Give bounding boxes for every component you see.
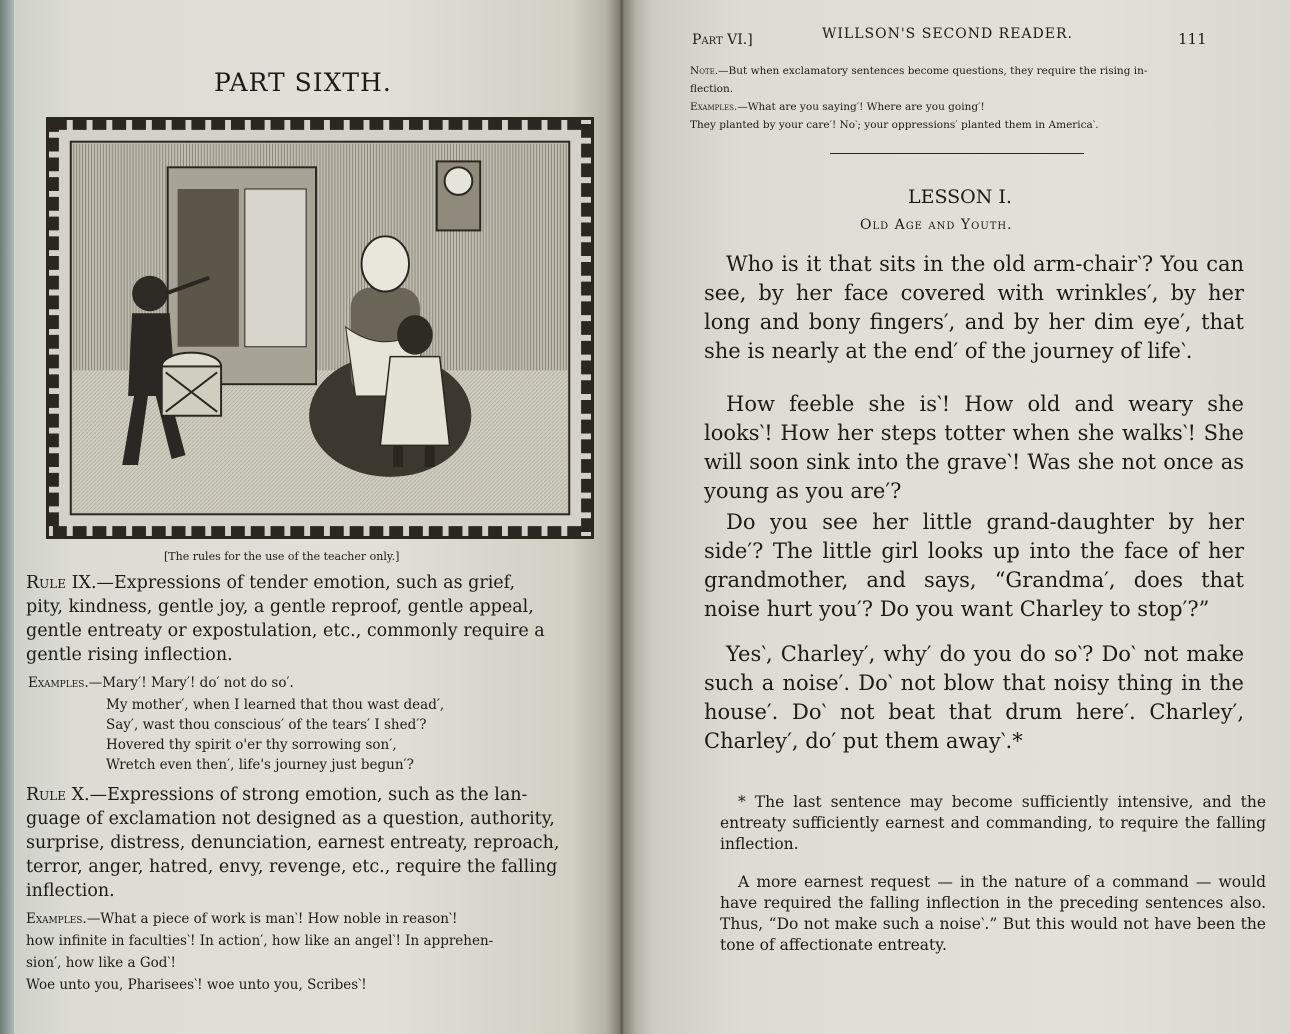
rule-ten-line-3: surprise, distress, denunciation, earnest entreaty, reproach,	[26, 833, 560, 853]
rule-nine-line-3: gentle entreaty or expostulation, etc., commonly require a	[26, 621, 545, 641]
rule-nine-label: Rule IX.	[26, 573, 97, 593]
examples-one-line-1: Examples.—Mary′! Mary′! do′ not do so′.	[28, 675, 294, 691]
rule-ten-label: Rule X.	[26, 785, 90, 805]
verse-line-2: Say′, wast thou conscious′ of the tears′ I shed′?	[106, 717, 427, 733]
verse-line-1: My mother′, when I learned that thou wast dead′,	[106, 697, 445, 713]
engraving-illustration	[46, 117, 594, 539]
examples-two-line-2: how infinite in faculties‵! In action′, how like an angel‵! In apprehen-	[26, 933, 494, 949]
left-page	[14, 0, 620, 1034]
rule-ten-line-4: terror, anger, hatred, envy, revenge, etc., require the falling	[26, 857, 558, 877]
verse-line-3: Hovered thy spirit o'er thy sorrowing son′,	[106, 737, 397, 753]
illustration-caption: [The rules for the use of the teacher only.]	[164, 550, 400, 563]
running-header-title: WILLSON'S SECOND READER.	[822, 26, 1073, 42]
paragraph-1: Who is it that sits in the old arm-chair‵? You can see, by her face covered with wrinkles′, by her long and bony fingers′, and by her dim eye′, that she is nearly at the end′ of the journey of life‵.	[704, 252, 1244, 363]
lesson-subtitle: Old Age and Youth.	[860, 217, 1013, 233]
page-number: 111	[1178, 30, 1207, 48]
footnote-1: * The last sentence may become sufficiently intensive, and the entreaty sufficiently earnest and commanding, to require the falling inflection.	[720, 793, 1266, 853]
book-gutter	[606, 0, 636, 1034]
lesson-heading: LESSON I.	[908, 186, 1012, 208]
paragraph-3: Do you see her little grand-daughter by her side′? The little girl looks up into the face of her grandmother, and says, “Grandma′, does that noise hurt you′? Do you want Charley to stop′?”	[704, 510, 1244, 621]
verse-line-4: Wretch even then′, life's journey just begun′?	[106, 757, 414, 773]
note-line-2: flection.	[690, 83, 734, 95]
rule-nine-line-1: Rule IX.—Expressions of tender emotion, such as grief,	[26, 573, 516, 593]
rule-ten-line-1: Rule X.—Expressions of strong emotion, such as the lan-	[26, 785, 528, 805]
examples-two-line-1: Examples.—What a piece of work is man‵! How noble in reason‵!	[26, 911, 458, 927]
note-line-1: Note.—But when exclamatory sentences become questions, they require the rising in-	[690, 65, 1148, 77]
paragraph-4: Yes‵, Charley′, why′ do you do so‵? Do‵ not make such a noise′. Do‵ not blow that noisy thing in the house′. Do‵ not beat that drum here′. Charley′, Charley′, do′ put them away‵.*	[704, 642, 1244, 753]
examples-two-line-4: Woe unto you, Pharisees‵! woe unto you, Scribes‵!	[26, 977, 367, 993]
note-line-4: They planted by your care′! No‵; your oppressions′ planted them in America‵.	[690, 119, 1099, 131]
rule-nine-line-4: gentle rising inflection.	[26, 645, 233, 665]
note-line-3: Examples.—What are you saying′! Where are you going′!	[690, 101, 985, 113]
rule-ten-line-2: guage of exclamation not designed as a question, authority,	[26, 809, 555, 829]
inflection-note	[690, 62, 1250, 134]
running-header-part: Part VI.]	[692, 32, 753, 48]
right-page	[620, 0, 1290, 1034]
paragraph-2: How feeble she is‵! How old and weary she looks‵! How her steps totter when she walks‵! She will soon sink into the grave‵! Was she not once as young as you are′?	[704, 392, 1244, 503]
rule-nine-line-2: pity, kindness, gentle joy, a gentle reproof, gentle appeal,	[26, 597, 534, 617]
part-title: PART SIXTH.	[214, 68, 392, 97]
rule-ten-line-5: inflection.	[26, 881, 115, 901]
engraving-image	[49, 120, 591, 536]
divider-line	[830, 153, 1084, 154]
examples-two-line-3: sion′, how like a God‵!	[26, 955, 176, 971]
footnote-2: A more earnest request — in the nature of a command — would have required the falling inflection in the preceding sentences also. Thus, “Do not make such a noise‵.” But this would not have been the tone of affectionate entreaty.	[720, 873, 1266, 954]
